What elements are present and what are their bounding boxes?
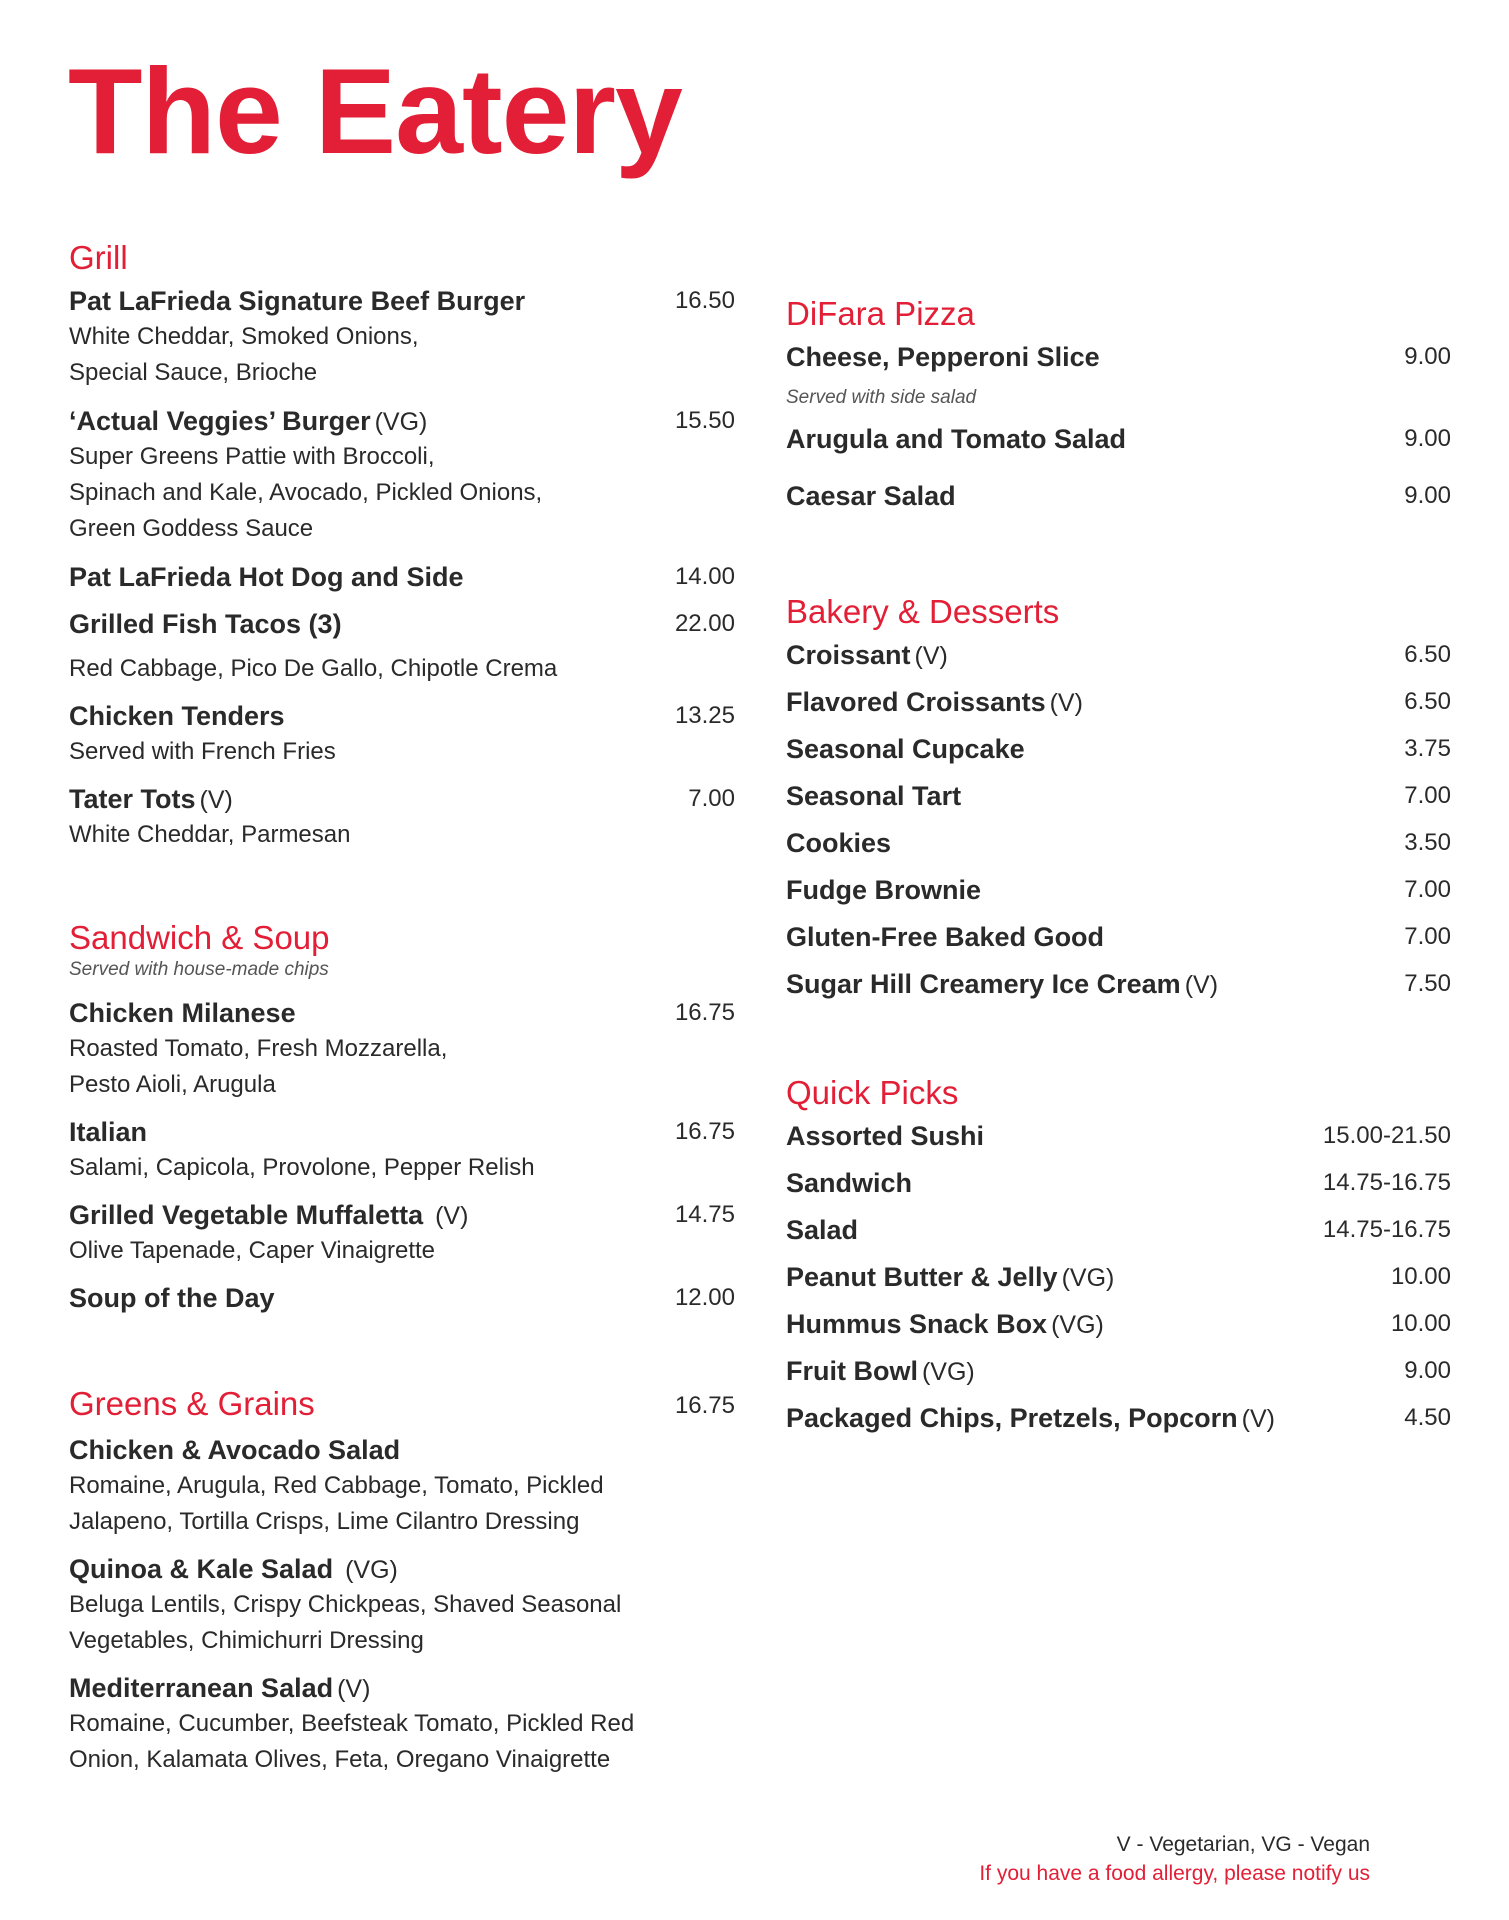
item-diet-tag: (V): [337, 1675, 371, 1703]
item-name: Cheese, Pepperoni Slice: [786, 342, 1100, 372]
item-diet-tag: (VG): [345, 1556, 398, 1584]
menu-item: [69, 559, 735, 595]
item-price: 10.00: [1390, 1263, 1451, 1290]
item-diet-tag: (V): [435, 1202, 469, 1230]
section-header: [786, 590, 1451, 634]
menu-item: [786, 825, 1451, 861]
item-price: 14.75-16.75: [1322, 1169, 1451, 1196]
menu-item: [69, 403, 735, 547]
item-name: Sugar Hill Creamery Ice Cream: [786, 969, 1181, 999]
item-name: Seasonal Cupcake: [786, 734, 1025, 764]
item-price: 13.25: [674, 702, 735, 729]
item-price: 9.00: [1404, 425, 1451, 452]
section-price: 16.75: [674, 1392, 735, 1419]
item-name: Salad: [786, 1215, 859, 1245]
item-name: Tater Tots: [69, 784, 196, 814]
section-title: Bakery & Desserts: [786, 593, 1060, 630]
menu-item: [786, 1165, 1451, 1201]
item-diet-tag: (VG): [921, 1358, 975, 1386]
item-description: Roasted Tomato, Fresh Mozzarella,: [69, 1035, 448, 1062]
item-diet-tag: (VG): [1061, 1264, 1115, 1292]
item-name: Fruit Bowl: [786, 1356, 918, 1386]
menu-item: [786, 1118, 1451, 1154]
menu-item: [69, 1197, 735, 1269]
menu-item: [786, 1306, 1451, 1342]
menu-item: [786, 339, 1451, 413]
item-diet-tag: (VG): [1051, 1311, 1104, 1339]
item-name: Mediterranean Salad: [69, 1673, 334, 1703]
allergy-notice: If you have a food allergy, please notify us: [979, 1862, 1370, 1885]
item-price: 9.00: [1404, 482, 1451, 509]
item-price: 7.00: [1404, 876, 1451, 903]
item-name: Pat LaFrieda Hot Dog and Side: [69, 562, 464, 592]
section-quick-picks: [786, 1071, 1451, 1436]
item-description: Vegetables, Chimichurri Dressing: [69, 1627, 424, 1654]
item-name: Grilled Vegetable Muffaletta: [69, 1200, 424, 1230]
item-price: 7.50: [1404, 970, 1451, 997]
menu-item: [69, 1114, 735, 1186]
item-price: 3.50: [1404, 829, 1451, 856]
section-title: Sandwich & Soup: [69, 919, 330, 956]
item-description: Green Goddess Sauce: [69, 515, 314, 542]
item-description: Jalapeno, Tortilla Crisps, Lime Cilantro Dressing: [69, 1508, 580, 1535]
item-price: 16.75: [674, 999, 735, 1026]
menu-item: [786, 637, 1451, 673]
item-name: Quinoa & Kale Salad: [69, 1554, 334, 1584]
menu-item: [69, 698, 735, 770]
item-name: Gluten-Free Baked Good: [786, 922, 1105, 952]
item-price: 6.50: [1404, 641, 1451, 668]
section-title: Greens & Grains: [69, 1385, 315, 1422]
item-name: Pat LaFrieda Signature Beef Burger: [69, 286, 526, 316]
restaurant-title: The Eatery: [68, 43, 682, 179]
item-price: 9.00: [1404, 1357, 1451, 1384]
item-price: 7.00: [1404, 782, 1451, 809]
menu-item: [786, 872, 1451, 908]
menu-item: [69, 1551, 735, 1659]
item-name: Seasonal Tart: [786, 781, 962, 811]
menu-item: [69, 995, 735, 1103]
item-name: Grilled Fish Tacos (3): [69, 609, 342, 639]
menu-item: [786, 1400, 1451, 1436]
menu-item: [786, 478, 1451, 514]
item-name: Croissant: [786, 640, 911, 670]
section-title: Quick Picks: [786, 1074, 959, 1111]
menu-item: [786, 421, 1451, 457]
item-price: 15.00-21.50: [1322, 1122, 1451, 1149]
item-description: Super Greens Pattie with Broccoli,: [69, 443, 435, 470]
item-diet-tag: (V): [914, 642, 948, 670]
item-diet-tag: (V): [1184, 971, 1219, 999]
item-price: 6.50: [1404, 688, 1451, 715]
item-price: 10.00: [1390, 1310, 1451, 1337]
item-description: White Cheddar, Parmesan: [69, 821, 351, 848]
item-description: Special Sauce, Brioche: [69, 359, 318, 386]
item-price: 14.00: [674, 563, 735, 590]
section-header: [786, 292, 1451, 336]
item-price: 16.75: [674, 1118, 735, 1145]
menu-item: [786, 684, 1451, 720]
menu-item: [786, 966, 1451, 1002]
item-name: Assorted Sushi: [786, 1121, 985, 1151]
menu-item: [69, 1280, 735, 1316]
item-note: Served with side salad: [786, 387, 977, 408]
item-price: 16.50: [674, 287, 735, 314]
item-name: Italian: [69, 1117, 148, 1147]
item-description: Beluga Lentils, Crispy Chickpeas, Shaved Seasonal: [69, 1591, 622, 1618]
item-name: ‘Actual Veggies’ Burger: [69, 406, 371, 436]
item-name: Flavored Croissants: [786, 687, 1046, 717]
menu-footer: [979, 1830, 1370, 1888]
item-price: 3.75: [1404, 735, 1451, 762]
item-name: Sandwich: [786, 1168, 913, 1198]
section-title: Grill: [69, 239, 128, 276]
menu-item: [69, 606, 735, 687]
item-name: Cookies: [786, 828, 892, 858]
item-name: Peanut Butter & Jelly: [786, 1262, 1058, 1292]
item-description: Pesto Aioli, Arugula: [69, 1071, 276, 1098]
item-description: Salami, Capicola, Provolone, Pepper Relish: [69, 1154, 535, 1181]
item-diet-tag: (V): [1241, 1405, 1275, 1433]
section-header: [69, 1382, 735, 1426]
menu-item: [69, 283, 735, 391]
item-price: 9.00: [1404, 343, 1451, 370]
item-description: Red Cabbage, Pico De Gallo, Chipotle Crema: [69, 655, 558, 682]
item-description: Spinach and Kale, Avocado, Pickled Onions,: [69, 479, 543, 506]
section-difara-pizza: [786, 292, 1451, 514]
section-sandwich-soup: [69, 916, 735, 1316]
section-bakery-desserts: [786, 590, 1451, 1002]
item-name: Arugula and Tomato Salad: [786, 424, 1127, 454]
item-name: Soup of the Day: [69, 1283, 275, 1313]
item-price: 14.75: [674, 1201, 735, 1228]
item-price: 12.00: [674, 1284, 735, 1311]
menu-item: [786, 919, 1451, 955]
item-description: Romaine, Cucumber, Beefsteak Tomato, Pickled Red: [69, 1710, 635, 1737]
diet-legend: V - Vegetarian, VG - Vegan: [1116, 1833, 1370, 1856]
menu-item: [69, 1432, 735, 1540]
section-header: [69, 236, 735, 280]
item-price: 14.75-16.75: [1322, 1216, 1451, 1243]
item-description: White Cheddar, Smoked Onions,: [69, 323, 419, 350]
menu-item: [786, 1353, 1451, 1389]
section-header: [69, 916, 735, 960]
item-price: 7.00: [1404, 923, 1451, 950]
menu-item: [69, 781, 735, 853]
item-name: Fudge Brownie: [786, 875, 981, 905]
item-price: 7.00: [688, 785, 735, 812]
item-diet-tag: (V): [1049, 689, 1083, 717]
menu-item: [786, 1259, 1451, 1295]
item-price: 4.50: [1404, 1404, 1451, 1431]
section-title: DiFara Pizza: [786, 295, 975, 332]
item-description: Olive Tapenade, Caper Vinaigrette: [69, 1237, 436, 1264]
item-name: Hummus Snack Box: [786, 1309, 1048, 1339]
section-note: Served with house-made chips: [69, 959, 329, 980]
item-name: Caesar Salad: [786, 481, 956, 511]
item-diet-tag: (V): [199, 786, 233, 814]
menu-item: [786, 731, 1451, 767]
item-name: Chicken & Avocado Salad: [69, 1435, 401, 1465]
item-price: 22.00: [674, 610, 735, 637]
menu-item: [69, 1670, 735, 1778]
item-diet-tag: (VG): [374, 408, 428, 436]
item-name: Chicken Milanese: [69, 998, 296, 1028]
item-description: Romaine, Arugula, Red Cabbage, Tomato, Pickled: [69, 1472, 604, 1499]
item-description: Onion, Kalamata Olives, Feta, Oregano Vinaigrette: [69, 1746, 611, 1773]
item-name: Packaged Chips, Pretzels, Popcorn: [786, 1403, 1238, 1433]
item-name: Chicken Tenders: [69, 701, 285, 731]
section-greens-grains: [69, 1382, 735, 1778]
menu-item: [786, 1212, 1451, 1248]
item-description: Served with French Fries: [69, 738, 336, 765]
item-price: 15.50: [674, 407, 735, 434]
section-header: [786, 1071, 1451, 1115]
menu-item: [786, 778, 1451, 814]
section-grill: [69, 236, 735, 853]
